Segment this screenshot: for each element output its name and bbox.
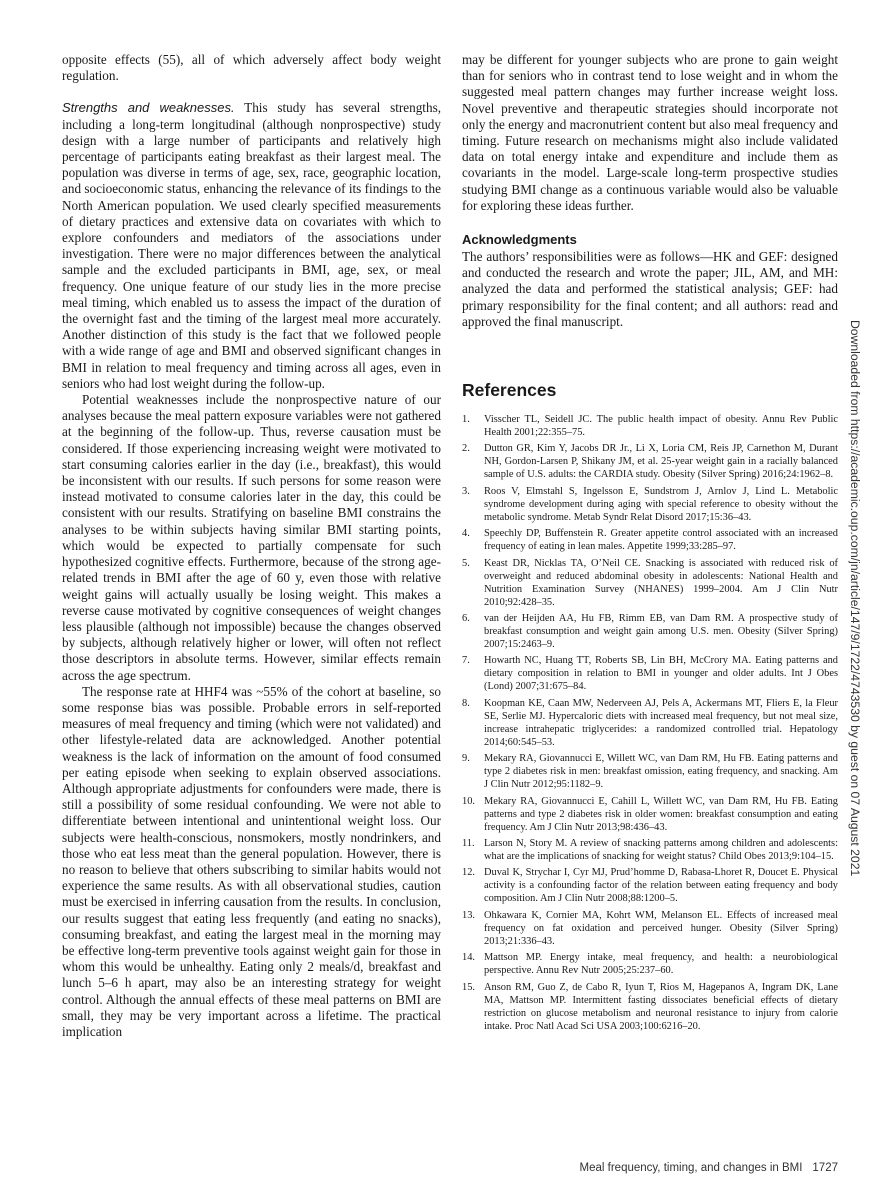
strengths-text: This study has several strengths, including a long-term longitudinal (although nonprospective) study design with a large number of participants and relatively high percentage of participants eating breakfast as their largest meal. The population was diverse in terms of age, sex, race, geographic location, and socioeconomic status, enhancing the relevance of its findings to the North American population. We used clearly specified measurements of dietary practices and extensive data on covariates with which to explore confounders and mediators of the associations under investigation. There were no major differences between the analytical sample and the excluded participants in BMI, age, sex, or meal frequency. One unique feature of our study lies in the more precise meal timing, which enabled us to assess the impact of the duration of the overnight fast and the timing of the largest meal more accurately. Another distinction of this study is the fact that we followed people with a wide range of age and BMI and observed significant changes in BMI in relation to meal frequency and timing across all ages, even in seniors who had lost weight during the follow-up. [62, 100, 441, 391]
reference-item [462, 612, 838, 651]
reference-text: Koopman KE, Caan MW, Nederveen AJ, Pels A, Ackermans MT, Fliers E, la Fleur SE, Serlie MJ. Hypercaloric diets with increased meal frequency, but not meal size, increase intrahepatic triglycerides: a randomized controlled trial. Hepatology 2014;60:545–53. [484, 697, 838, 748]
reference-text: Visscher TL, Seidell JC. The public health impact of obesity. Annu Rev Public Health 2001;22:355–75. [484, 414, 838, 439]
paragraph-response-rate: The response rate at HHF4 was ~55% of the cohort at baseline, so some response bias was possible. Probable errors in self-reported measures of meal frequency and timing (which were not validated) and other lifestyle-related data are acknowledged. Another potential weakness is the lack of information on the amount of food consumed per eating episode when seeking to explain observed associations. Although appropriate adjustments for confounders were made, there is still a possibility of some residual confounding. We were not able to differentiate between intentional and unintentional weight loss. Our subjects were health-conscious, nonsmokers, mostly nondrinkers, and those who eat less meat than the general population. However, there is no reason to believe that others subscribing to similar habits would not experience the same results. As with all observational studies, caution must be exercised in inferring causation from the results. In conclusion, our results suggest that eating less frequently (and eating no snacks), consuming breakfast, and eating the largest meal in the morning may be effective long-term preventive tools against weight gain for those in whom this would be unhealthy. Eating only 2 meals/d, breakfast and lunch 5–6 h apart, may also be an interesting strategy for weight control. Although the annual effects of these meal patterns on BMI are small, they may be very important across a lifetime. The practical implication [62, 683, 441, 1039]
reference-number: 14. [462, 952, 475, 964]
paragraph-continuation: may be different for younger subjects who are prone to gain weight than for seniors who in contrast tend to lose weight and in whom the suggested meal pattern changes may further increase weight loss. Novel preventive and therapeutic strategies should incorporate not only the energy and macronutrient content but also meal frequency and timing. Future research on mechanisms might also include validated data on total energy intake and expenditure and include them as covariants in the model. Large-scale long-term prospective studies studying BMI change as a continuous variable would also be valuable for exploring these ideas further. [462, 52, 838, 213]
running-title: Meal frequency, timing, and changes in BMI [579, 1162, 803, 1174]
reference-text: Howarth NC, Huang TT, Roberts SB, Lin BH, McCrory MA. Eating patterns and dietary composition in relation to BMI in younger and older adults. Int J Obes (Lond) 2007;31:675–84. [484, 655, 838, 693]
reference-text: Mattson MP. Energy intake, meal frequency, and health: a neurobiological perspective. Annu Rev Nutr 2005;25:237–60. [484, 952, 838, 977]
reference-number: 8. [462, 697, 470, 709]
reference-text: Dutton GR, Kim Y, Jacobs DR Jr., Li X, Loria CM, Reis JP, Carnethon M, Durant NH, Gordon-Larsen P, Shikany JM, et al. 25-year weight gain in a racially balanced sample of U.S. adults: the CARDIA study. Obesity (Silver Spring) 2016;24:1962–8. [484, 443, 838, 481]
acknowledgments-heading: Acknowledgments [462, 232, 577, 248]
reference-number: 15. [462, 981, 475, 993]
reference-text: Speechly DP, Buffenstein R. Greater appetite control associated with an increased frequency of eating in lean males. Appetite 1999;33:285–97. [484, 528, 838, 553]
reference-item [462, 909, 838, 948]
reference-number: 12. [462, 867, 475, 879]
page-footer [462, 1162, 838, 1174]
left-column [62, 52, 441, 1040]
reference-number: 10. [462, 795, 475, 807]
reference-item [462, 527, 838, 553]
reference-text: van der Heijden AA, Hu FB, Rimm EB, van Dam RM. A prospective study of breakfast consumption and weight gain among U.S. men. Obesity (Silver Spring) 2007;15:2463–9. [484, 613, 838, 650]
reference-item [462, 837, 838, 863]
acknowledgments-text: The authors’ responsibilities were as follows—HK and GEF: designed and conducted the research and wrote the paper; JIL, AM, and MH: analyzed the data and performed the statistical analysis; GEF: had primary responsibility for the final content; and all authors: read and approved the final manuscript. [462, 249, 838, 329]
download-sidebar [848, 320, 872, 880]
reference-text: Duval K, Strychar I, Cyr MJ, Prud’homme D, Rabasa-Lhoret R, Doucet E. Physical activity is a confounding factor of the relation between eating frequency and body composition. Am J Clin Nutr 2008;88:1200–5. [484, 867, 838, 905]
reference-item [462, 866, 838, 905]
references-list [462, 413, 838, 1032]
reference-item [462, 752, 838, 791]
page-number: 1727 [812, 1162, 838, 1174]
reference-text: Keast DR, Nicklas TA, O’Neil CE. Snacking is associated with reduced risk of overweight and reduced abdominal obesity in adolescents: National Health and Nutrition Examination Survey (NHANES) 1999–2004. Am J Clin Nutr 2010;92:428–35. [484, 557, 838, 608]
reference-number: 4. [462, 528, 470, 540]
reference-number: 9. [462, 753, 470, 765]
reference-number: 1. [462, 414, 470, 426]
reference-item [462, 442, 838, 481]
reference-item [462, 981, 838, 1033]
reference-number: 5. [462, 557, 470, 569]
reference-number: 2. [462, 443, 470, 455]
paragraph-intro-end: opposite effects (55), all of which adversely affect body weight regulation. [62, 52, 441, 84]
reference-number: 3. [462, 485, 470, 497]
reference-text: Anson RM, Guo Z, de Cabo R, Iyun T, Rios M, Hagepanos A, Ingram DK, Lane MA, Mattson MP. Intermittent fasting dissociates beneficial effects of dietary restriction on glucose metabolism and neuronal resistance to injury from calorie intake. Proc Natl Acad Sci USA 2003;100:6216–20. [484, 981, 838, 1032]
paragraph-weaknesses: Potential weaknesses include the nonprospective nature of our analyses because the meal pattern exposure variables were not gathered at the beginning of the follow-up. Thus, reverse causation must be considered. If those experiencing increasing weight were motivated to start consuming calories earlier in the day (i.e., breakfast), this would be inconsistent with our results. If such persons for some reason were instead motivated to consume calories later in the day, this could be consistent with our results. Stratifying on baseline BMI constrains the analyses to be within subjects having similar BMI starting points, which would be expected to partially compensate for such hypothesized cognitive effects. Furthermore, because of the strong age-related trends in BMI after the age of 60 y, even those with relative weight gains will actually usually be losing weight. This makes a reverse cause motivated by cognitive consequences of weight changes less plausible (although not impossible) because the changes observed by subjects, although relatively higher or lower, will often not reflect those descriptors in absolute terms. However, similar effects remain across the age spectrum. [62, 392, 441, 683]
reference-text: Mekary RA, Giovannucci E, Cahill L, Willett WC, van Dam RM, Hu FB. Eating patterns and type 2 diabetes risk in older women: breakfast consumption and eating frequency. Am J Clin Nutr 2013;98:436–43. [484, 795, 838, 833]
paragraph-strengths [62, 100, 441, 392]
reference-item [462, 413, 838, 439]
reference-number: 7. [462, 655, 470, 667]
reference-text: Mekary RA, Giovannucci E, Willett WC, van Dam RM, Hu FB. Eating patterns and type 2 diabetes risk in men: breakfast omission, eating frequency, and snacking. Am J Clin Nutr 2012;95:1182–9. [484, 753, 838, 791]
reference-item [462, 795, 838, 834]
reference-number: 6. [462, 613, 470, 624]
reference-item [462, 697, 838, 749]
reference-text: Roos V, Elmstahl S, Ingelsson E, Sundstrom J, Arnlov J, Lind L. Metabolic syndrome development during aging with special reference to obesity without the metabolic syndrome. Metab Syndr Relat Disord 2017;15:36–43. [484, 485, 838, 523]
reference-item [462, 951, 838, 977]
reference-text: Larson N, Story M. A review of snacking patterns among children and adolescents: what are the implications of snacking for weight status? Child Obes 2013;9:104–15. [484, 837, 838, 862]
reference-number: 11. [462, 837, 475, 849]
reference-number: 13. [462, 909, 475, 921]
reference-text: Ohkawara K, Cornier MA, Kohrt WM, Melanson EL. Effects of increased meal frequency on fat oxidation and perceived hunger. Obesity (Silver Spring) 2013;21:336–43. [484, 909, 838, 947]
reference-item [462, 557, 838, 609]
right-column [462, 52, 838, 1036]
references-heading: References [462, 380, 557, 401]
download-notice: Downloaded from https://academic.oup.com/jn/article/147/9/1722/4743530 by guest on 07 August 2021 [848, 320, 862, 877]
reference-item [462, 485, 838, 524]
strengths-heading: Strengths and weaknesses. [62, 100, 235, 116]
reference-item [462, 654, 838, 693]
